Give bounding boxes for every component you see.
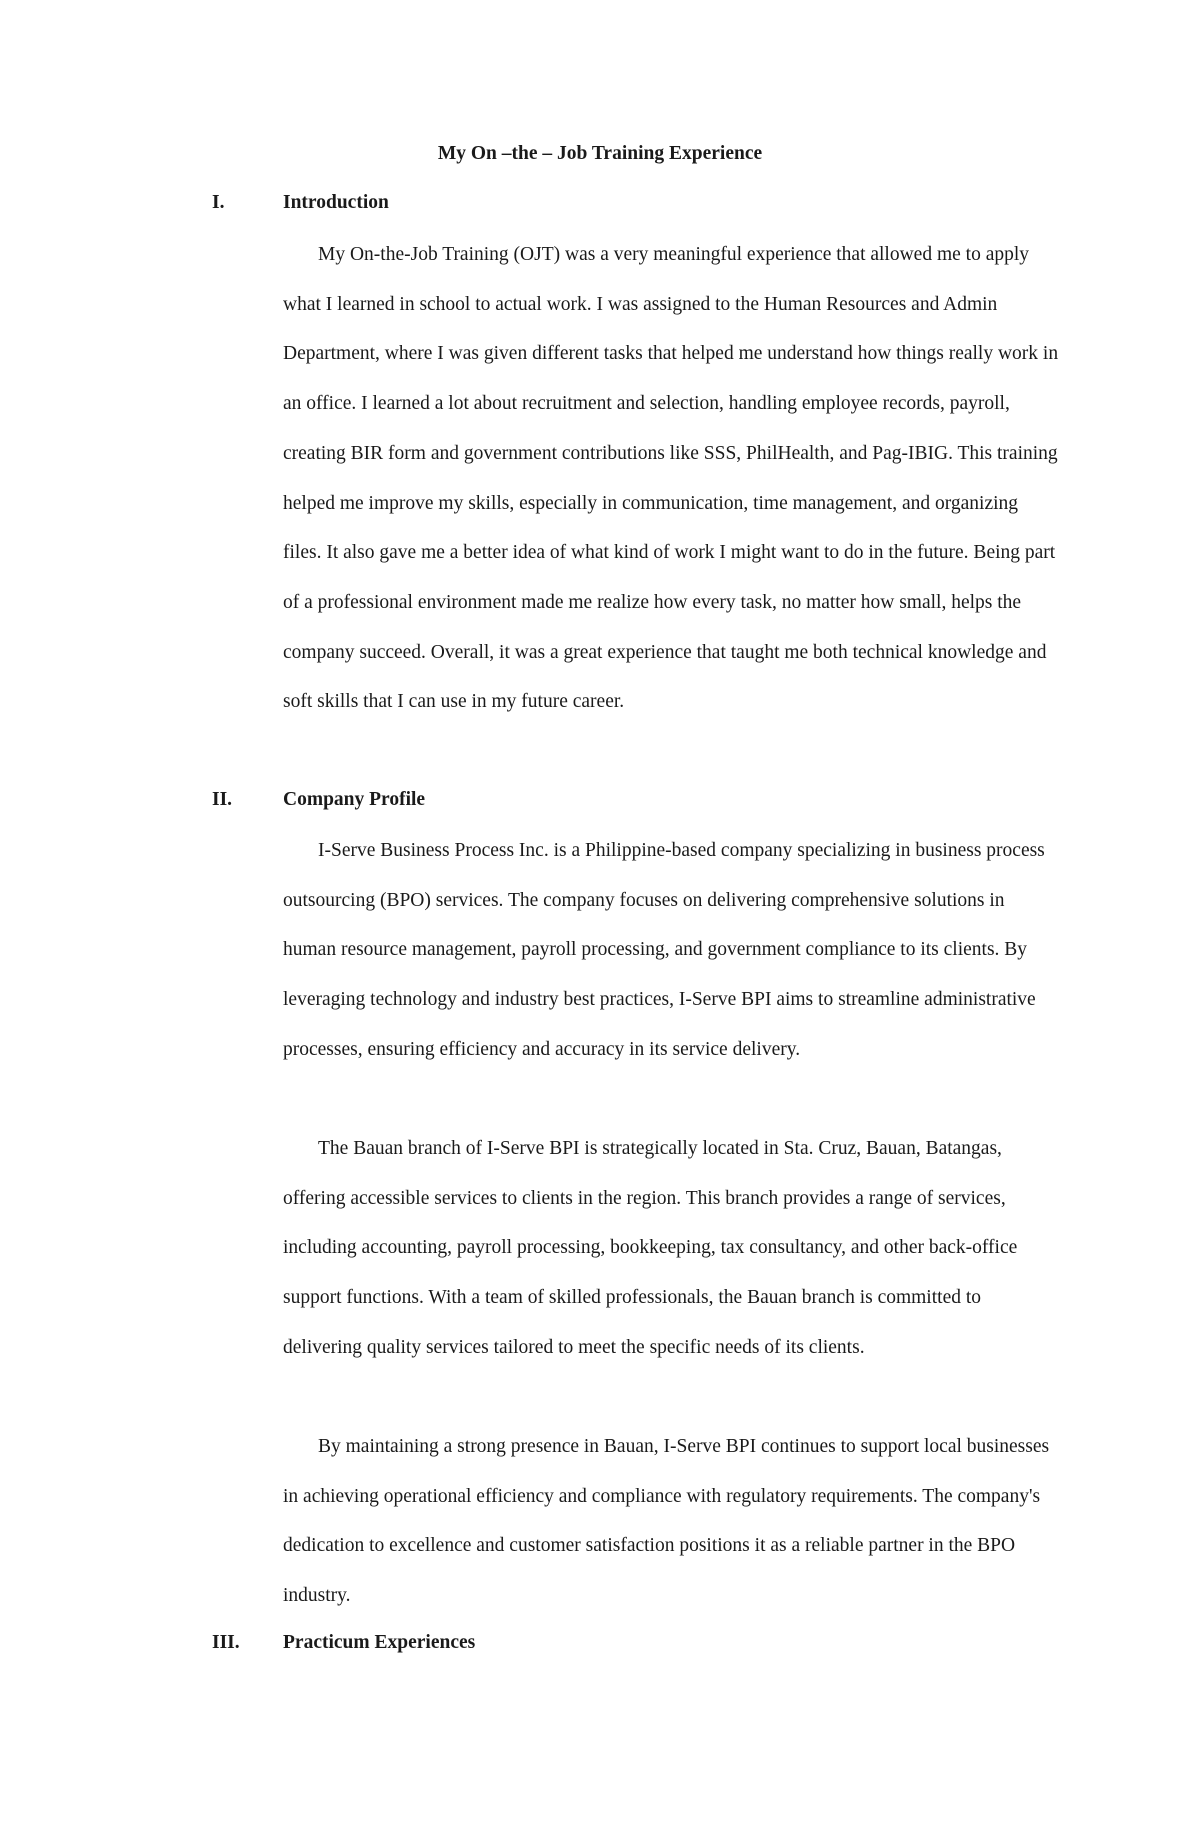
section-title: Practicum Experiences: [283, 1632, 476, 1653]
section-heading-introduction: [0, 188, 1200, 218]
company-profile-paragraph-1: I-Serve Business Process Inc. is a Philippine-based company specializing in business process outsourcing (BPO) services. The company focuses on delivering comprehensive solutions in human resource management, payroll processing, and government compliance to its clients. By leveraging technology and industry best practices, I-Serve BPI aims to streamline administrative processes, ensuring efficiency and accuracy in its service delivery.: [283, 840, 1045, 1060]
section-number: II.: [212, 789, 233, 810]
section-number: III.: [212, 1632, 240, 1653]
section-heading-practicum-experiences: [0, 1628, 1200, 1658]
introduction-paragraph: My On-the-Job Training (OJT) was a very meaningful experience that allowed me to apply what I learned in school to actual work. I was assigned to the Human Resources and Admin Department, where I was given different tasks that helped me understand how things really work in an office. I learned a lot about recruitment and selection, handling employee records, payroll, creating BIR form and government contributions like SSS, PhilHealth, and Pag-IBIG. This training helped me improve my skills, especially in communication, time management, and organizing files. It also gave me a better idea of what kind of work I might want to do in the future. Being part of a professional environment made me realize how every task, no matter how small, helps the company succeed. Overall, it was a great experience that taught me both technical knowledge and soft skills that I can use in my future career.: [283, 244, 1059, 713]
section-title: Company Profile: [283, 789, 426, 810]
section-title: Introduction: [283, 192, 389, 213]
document-title: My On –the – Job Training Experience: [437, 143, 763, 164]
section-heading-company-profile: [0, 785, 1200, 815]
section-number: I.: [212, 192, 225, 213]
company-profile-paragraph-3: By maintaining a strong presence in Bauan, I-Serve BPI continues to support local businesses in achieving operational efficiency and compliance with regulatory requirements. The company's dedication to excellence and customer satisfaction positions it as a reliable partner in the BPO industry.: [283, 1436, 1050, 1607]
company-profile-paragraph-2: The Bauan branch of I-Serve BPI is strategically located in Sta. Cruz, Bauan, Batangas, offering accessible services to clients in the region. This branch provides a range of services, including accounting, payroll processing, bookkeeping, tax consultancy, and other back-office support functions. With a team of skilled professionals, the Bauan branch is committed to delivering quality services tailored to meet the specific needs of its clients.: [283, 1138, 1018, 1358]
